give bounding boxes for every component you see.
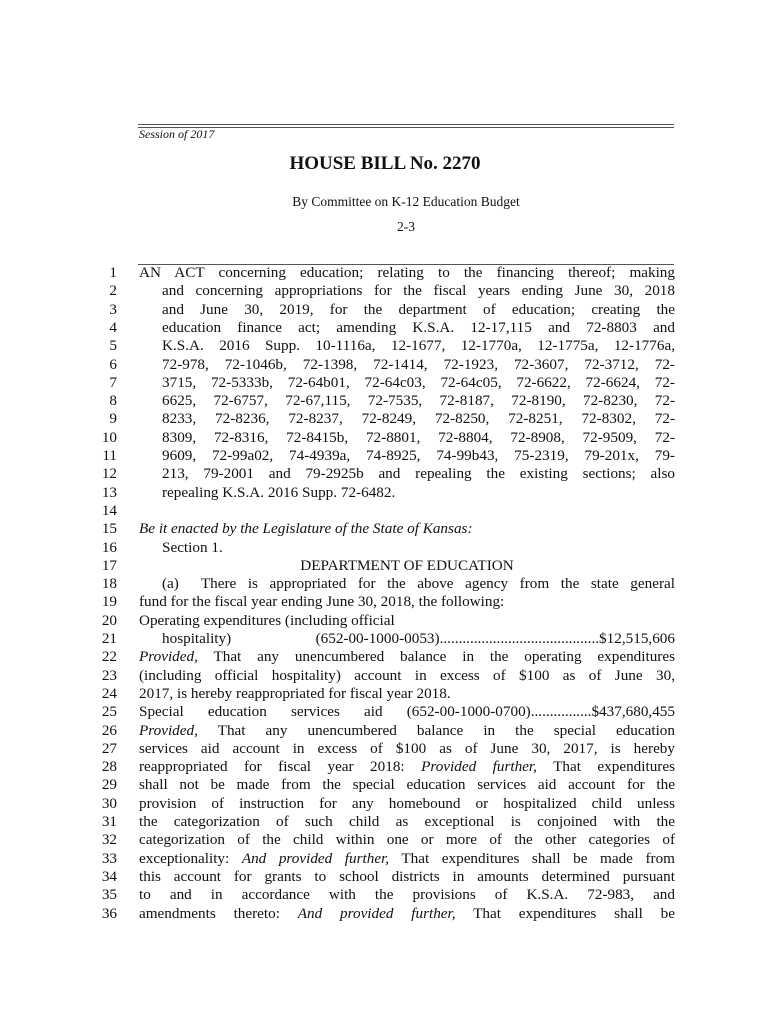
line-text bbox=[139, 722, 675, 740]
line-text bbox=[139, 557, 675, 575]
text-run: 9609, 72-99a02, 74-4939a, 74-8925, 74-99b43, 75-2319, 79-201x, 79- bbox=[162, 447, 675, 464]
line-28 bbox=[0, 758, 770, 776]
line-number: 28 bbox=[101, 758, 117, 776]
text-run: provision of instruction for any homebound or hospitalized child unless bbox=[139, 794, 675, 812]
line-number: 17 bbox=[101, 556, 117, 574]
line-text bbox=[162, 465, 675, 483]
line-17 bbox=[0, 557, 770, 575]
text-run: 2017, is hereby reappropriated for fiscal year 2018. bbox=[139, 684, 451, 702]
line-text bbox=[139, 612, 675, 630]
line-number: 20 bbox=[101, 611, 117, 629]
line-number: 6 bbox=[109, 355, 117, 373]
line-number: 18 bbox=[101, 575, 117, 593]
text-run: categorization of the child within one or more of the other categories of bbox=[139, 831, 675, 849]
text-run: education finance act; amending K.S.A. 12-17,115 and 72-8803 and bbox=[162, 318, 675, 336]
text-run: 6625, 72-6757, 72-67,115, 72-7535, 72-8187, 72-8190, 72-8230, 72- bbox=[162, 392, 675, 410]
line-7 bbox=[0, 374, 770, 392]
line-text bbox=[162, 447, 675, 465]
line-number: 1 bbox=[109, 264, 117, 281]
text-run: (including official hospitality) account in excess of $100 as of June 30, bbox=[139, 666, 675, 684]
top-rule-2 bbox=[138, 127, 674, 128]
line-30 bbox=[0, 795, 770, 813]
line-text bbox=[139, 850, 675, 868]
line-number: 3 bbox=[109, 300, 117, 318]
line-text bbox=[162, 301, 675, 319]
line-text bbox=[162, 410, 675, 428]
text-run: shall not be made from the special education services aid account for the bbox=[139, 776, 675, 794]
line-34 bbox=[0, 868, 770, 886]
text-run: That any unencumbered balance in the special education bbox=[197, 721, 675, 739]
line-text bbox=[162, 539, 675, 557]
line-number: 29 bbox=[101, 776, 117, 794]
text-run: hospitality) (652-00-1000-0053)..........................................$12,515,606 bbox=[162, 630, 675, 647]
line-text bbox=[139, 758, 675, 776]
line-text bbox=[162, 337, 675, 355]
line-22 bbox=[0, 648, 770, 666]
text-run: 72-978, 72-1046b, 72-1398, 72-1414, 72-1923, 72-3607, 72-3712, 72- bbox=[162, 355, 675, 373]
line-text bbox=[162, 319, 675, 337]
line-number: 10 bbox=[101, 428, 117, 446]
line-35 bbox=[0, 886, 770, 904]
text-run: That any unencumbered balance in the operating expenditures bbox=[197, 648, 675, 666]
line-number: 19 bbox=[101, 593, 117, 611]
line-19 bbox=[0, 593, 770, 611]
bill-sponsor: By Committee on K-12 Education Budget bbox=[292, 194, 520, 209]
line-number: 13 bbox=[101, 483, 117, 501]
text-run: this account for grants to school districts in amounts determined pursuant bbox=[139, 867, 675, 885]
line-number: 30 bbox=[101, 794, 117, 812]
line-text bbox=[139, 264, 675, 282]
text-run: That expenditures shall be made from bbox=[389, 849, 675, 867]
line-number: 21 bbox=[101, 630, 117, 647]
line-4 bbox=[0, 319, 770, 337]
line-text bbox=[162, 392, 675, 410]
line-number: 25 bbox=[101, 703, 117, 721]
text-run: Operating expenditures (including official bbox=[139, 611, 395, 629]
line-number: 15 bbox=[101, 520, 117, 538]
line-number: 26 bbox=[101, 721, 117, 739]
line-number: 36 bbox=[101, 904, 117, 922]
bill-date: 2-3 bbox=[397, 219, 415, 234]
line-number: 14 bbox=[101, 501, 117, 519]
line-24 bbox=[0, 685, 770, 703]
line-text bbox=[139, 868, 675, 886]
line-number: 5 bbox=[109, 337, 117, 355]
line-26 bbox=[0, 722, 770, 740]
italic-phrase: Provided further, bbox=[421, 758, 537, 776]
line-number: 35 bbox=[101, 886, 117, 904]
line-text bbox=[162, 282, 675, 300]
line-number: 7 bbox=[109, 373, 117, 391]
text-run: 8233, 72-8236, 72-8237, 72-8249, 72-8250, 72-8251, 72-8302, 72- bbox=[162, 410, 675, 428]
bill-title: HOUSE BILL No. 2270 bbox=[289, 153, 481, 174]
text-run: (a) bbox=[162, 575, 179, 593]
line-11 bbox=[0, 447, 770, 465]
text-run: That expenditures shall be bbox=[455, 904, 675, 922]
text-run: the categorization of such child as exceptional is conjoined with the bbox=[139, 813, 675, 830]
line-29 bbox=[0, 776, 770, 794]
session-label: Session of 2017 bbox=[139, 127, 215, 141]
line-number: 24 bbox=[101, 684, 117, 702]
line-text bbox=[139, 685, 675, 703]
line-13 bbox=[0, 484, 770, 502]
text-run: and concerning appropriations for the fiscal years ending June 30, 2018 bbox=[162, 282, 675, 300]
line-16 bbox=[0, 539, 770, 557]
top-rule-1 bbox=[138, 124, 674, 125]
line-text bbox=[162, 356, 675, 374]
line-25 bbox=[0, 703, 770, 721]
line-27 bbox=[0, 740, 770, 758]
text-run: 213, 79-2001 and 79-2925b and repealing the existing sections; also bbox=[162, 465, 675, 483]
line-number: 12 bbox=[101, 465, 117, 483]
line-number: 2 bbox=[109, 282, 117, 300]
line-number: 33 bbox=[101, 849, 117, 867]
line-6 bbox=[0, 356, 770, 374]
line-text bbox=[162, 374, 675, 392]
text-run: DEPARTMENT OF EDUCATION bbox=[300, 556, 514, 574]
text-run: Special education services aid (652-00-1000-0700)................$437,680,455 bbox=[139, 703, 675, 721]
line-number: 9 bbox=[109, 410, 117, 428]
line-1 bbox=[0, 264, 770, 282]
text-run: repealing K.S.A. 2016 Supp. 72-6482. bbox=[162, 483, 396, 501]
line-20 bbox=[0, 612, 770, 630]
text-run: to and in accordance with the provisions of K.S.A. 72-983, and bbox=[139, 886, 675, 904]
text-run: Be it enacted by the Legislature of the State of Kansas: bbox=[139, 520, 473, 538]
line-number: 4 bbox=[109, 318, 117, 336]
line-text bbox=[139, 813, 675, 831]
line-number: 34 bbox=[101, 867, 117, 885]
line-text bbox=[139, 667, 675, 685]
line-text bbox=[162, 484, 675, 502]
line-21 bbox=[0, 630, 770, 648]
line-5 bbox=[0, 337, 770, 355]
line-36 bbox=[0, 905, 770, 923]
line-number: 27 bbox=[101, 739, 117, 757]
text-run: amendments thereto: bbox=[139, 904, 298, 922]
italic-phrase: Provided, bbox=[139, 648, 198, 666]
line-number: 16 bbox=[101, 538, 117, 556]
line-3 bbox=[0, 301, 770, 319]
line-text bbox=[139, 905, 675, 923]
text-run: Section 1. bbox=[162, 538, 223, 556]
text-run: That expenditures bbox=[536, 758, 675, 776]
text-run: 3715, 72-5333b, 72-64b01, 72-64c03, 72-64c05, 72-6622, 72-6624, 72- bbox=[162, 373, 675, 391]
line-9 bbox=[0, 410, 770, 428]
text-run: fund for the fiscal year ending June 30, 2018, the following: bbox=[139, 593, 505, 611]
italic-phrase: And provided further, bbox=[297, 904, 456, 922]
line-text bbox=[139, 593, 675, 611]
line-32 bbox=[0, 831, 770, 849]
line-12 bbox=[0, 465, 770, 483]
line-18 bbox=[0, 575, 770, 593]
line-number: 31 bbox=[101, 813, 117, 830]
line-text bbox=[139, 703, 675, 721]
line-23 bbox=[0, 667, 770, 685]
line-number: 23 bbox=[101, 666, 117, 684]
line-text bbox=[139, 648, 675, 666]
text-run: reappropriated for fiscal year 2018: bbox=[139, 758, 422, 776]
line-10 bbox=[0, 429, 770, 447]
line-text bbox=[139, 795, 675, 813]
line-number: 22 bbox=[101, 648, 117, 666]
line-number: 11 bbox=[102, 447, 117, 464]
line-33 bbox=[0, 850, 770, 868]
text-run: exceptionality: bbox=[139, 849, 242, 867]
text-run: K.S.A. 2016 Supp. 10-1116a, 12-1677, 12-1770a, 12-1775a, 12-1776a, bbox=[162, 337, 675, 355]
italic-phrase: And provided further, bbox=[241, 849, 390, 867]
line-8 bbox=[0, 392, 770, 410]
line-15 bbox=[0, 520, 770, 538]
line-text bbox=[139, 886, 675, 904]
line-number: 8 bbox=[109, 392, 117, 410]
line-text bbox=[162, 429, 675, 447]
line-text bbox=[162, 575, 675, 593]
line-14 bbox=[0, 502, 770, 520]
line-number: 32 bbox=[101, 831, 117, 849]
text-run: and June 30, 2019, for the department of education; creating the bbox=[162, 300, 675, 318]
line-text bbox=[139, 740, 675, 758]
line-text bbox=[139, 831, 675, 849]
line-text bbox=[139, 520, 675, 538]
text-run: AN ACT concerning education; relating to the financing thereof; making bbox=[139, 264, 675, 281]
italic-phrase: Provided, bbox=[139, 721, 198, 739]
line-text bbox=[139, 776, 675, 794]
line-31 bbox=[0, 813, 770, 831]
line-text bbox=[162, 630, 675, 648]
text-run: 8309, 72-8316, 72-8415b, 72-8801, 72-8804, 72-8908, 72-9509, 72- bbox=[162, 428, 675, 446]
text-run: There is appropriated for the above agency from the state general bbox=[200, 575, 675, 593]
line-2 bbox=[0, 282, 770, 300]
text-run: services aid account in excess of $100 as of June 30, 2017, is hereby bbox=[139, 739, 675, 757]
